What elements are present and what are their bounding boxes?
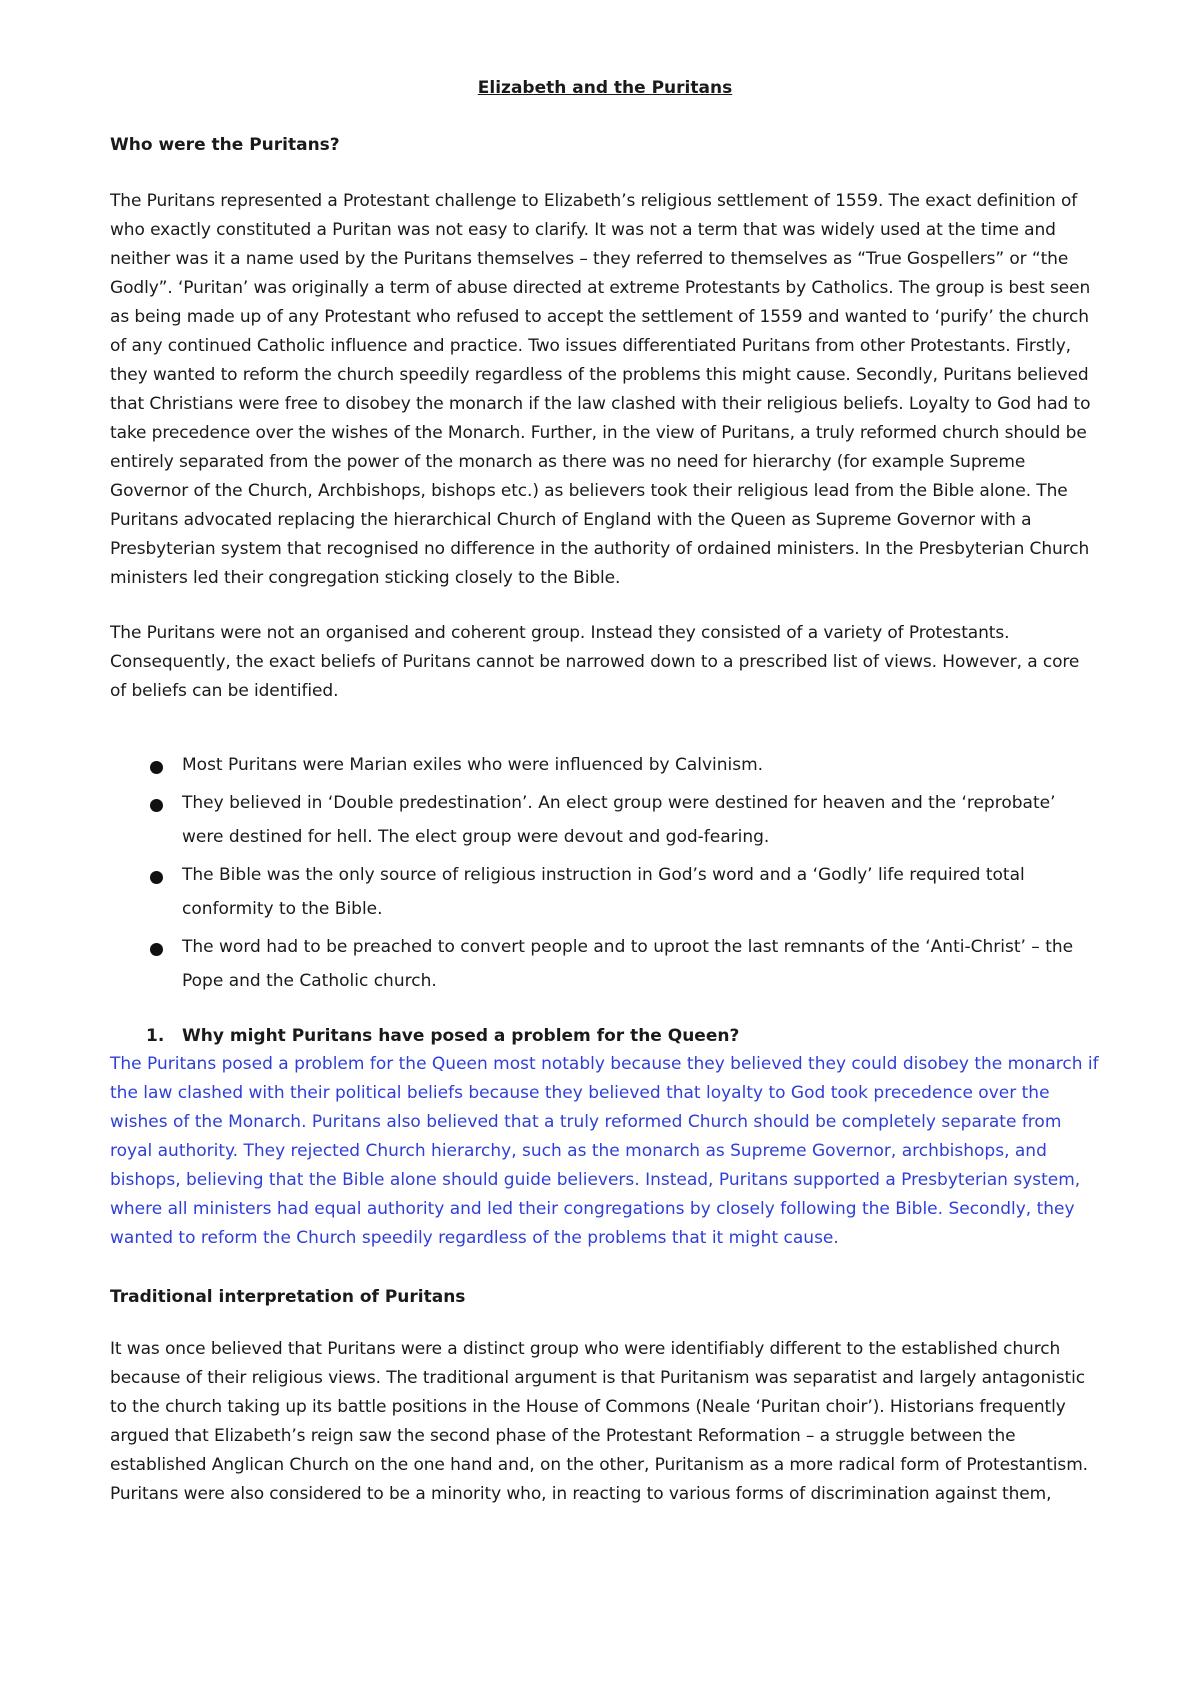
bullet-icon xyxy=(150,799,163,812)
list-item-text: The Bible was the only source of religious instruction in God’s word and a ‘Godly’ life required total conformity to the Bible. xyxy=(182,865,1025,919)
question-1 xyxy=(110,1022,1100,1050)
answer-text: The Puritans posed a problem for the Queen most notably because they believed they could disobey the monarch if the law clashed with their political beliefs because they believed that loyalty to God took precedence over the wishes of the Monarch. Puritans also believed that a truly reformed Church should be completely separate from royal authority. They rejected Church hierarchy, such as the monarch as Supreme Governor, archbishops, and bishops, believing that the Bible alone should guide believers. Instead, Puritans supported a Presbyterian system, where all ministers had equal authority and led their congregations by closely following the Bible. Secondly, they wanted to reform the Church speedily regardless of the problems that it might cause. xyxy=(110,1054,1099,1248)
list-item-text: Most Puritans were Marian exiles who were influenced by Calvinism. xyxy=(182,755,764,775)
body-paragraph-1: The Puritans represented a Protestant challenge to Elizabeth’s religious settlement of 1559. The exact definition of who exactly constituted a Puritan was not easy to clarify. It was not a term that was widely used at the time and neither was it a name used by the Puritans themselves – they referred to themselves as “True Gospellers” or “the Godly”. ‘Puritan’ was originally a term of abuse directed at extreme Protestants by Catholics. The group is best seen as being made up of any Protestant who refused to accept the settlement of 1559 and wanted to ‘purify’ the church of any continued Catholic influence and practice. Two issues differentiated Puritans from other Protestants. Firstly, they wanted to reform the church speedily regardless of the problems this might cause. Secondly, Puritans believed that Christians were free to disobey the monarch if the law clashed with their religious beliefs. Loyalty to God had to take precedence over the wishes of the Monarch. Further, in the view of Puritans, a truly reformed church should be entirely separated from the power of the monarch as there was no need for hierarchy (for example Supreme Governor of the Church, Archbishops, bishops etc.) as believers took their religious lead from the Bible alone. The Puritans advocated replacing the hierarchical Church of England with the Queen as Supreme Governor with a Presbyterian system that recognised no difference in the authority of ordained ministers. In the Presbyterian Church ministers led their congregation sticking closely to the Bible. xyxy=(110,191,1091,588)
list-item xyxy=(110,858,1100,926)
beliefs-list xyxy=(110,748,1100,998)
document-page xyxy=(110,76,1100,1535)
list-item-text: They believed in ‘Double predestination’. An elect group were destined for heaven and the ‘reprobate’ were destined for hell. The elect group were devout and god-fearing. xyxy=(182,793,1056,847)
page-title: Elizabeth and the Puritans xyxy=(477,78,733,98)
bullet-icon xyxy=(150,943,163,956)
question-number: 1. xyxy=(146,1026,165,1046)
body-paragraph-3: It was once believed that Puritans were a distinct group who were identifiably different to the established church because of their religious views. The traditional argument is that Puritanism was separatist and largely antagonistic to the church taking up its battle positions in the House of Commons (Neale ‘Puritan choir’). Historians frequently argued that Elizabeth’s reign saw the second phase of the Protestant Reformation – a struggle between the established Anglican Church on the one hand and, on the other, Puritanism as a more radical form of Protestantism. Puritans were also considered to be a minority who, in reacting to various forms of discrimination against them, xyxy=(110,1339,1088,1504)
body-paragraph-2: The Puritans were not an organised and coherent group. Instead they consisted of a variety of Protestants. Consequently, the exact beliefs of Puritans cannot be narrowed down to a prescribed list of views. However, a core of beliefs can be identified. xyxy=(110,623,1080,701)
question-text: Why might Puritans have posed a problem for the Queen? xyxy=(182,1026,740,1046)
list-item xyxy=(110,748,1100,782)
section-heading-traditional-interpretation: Traditional interpretation of Puritans xyxy=(110,1287,466,1307)
list-item xyxy=(110,786,1100,854)
list-item-text: The word had to be preached to convert people and to uproot the last remnants of the ‘Anti-Christ’ – the Pope and the Catholic church. xyxy=(182,937,1074,991)
bullet-icon xyxy=(150,871,163,884)
section-heading-who-were-puritans: Who were the Puritans? xyxy=(110,135,340,155)
list-item xyxy=(110,930,1100,998)
bullet-icon xyxy=(150,761,163,774)
